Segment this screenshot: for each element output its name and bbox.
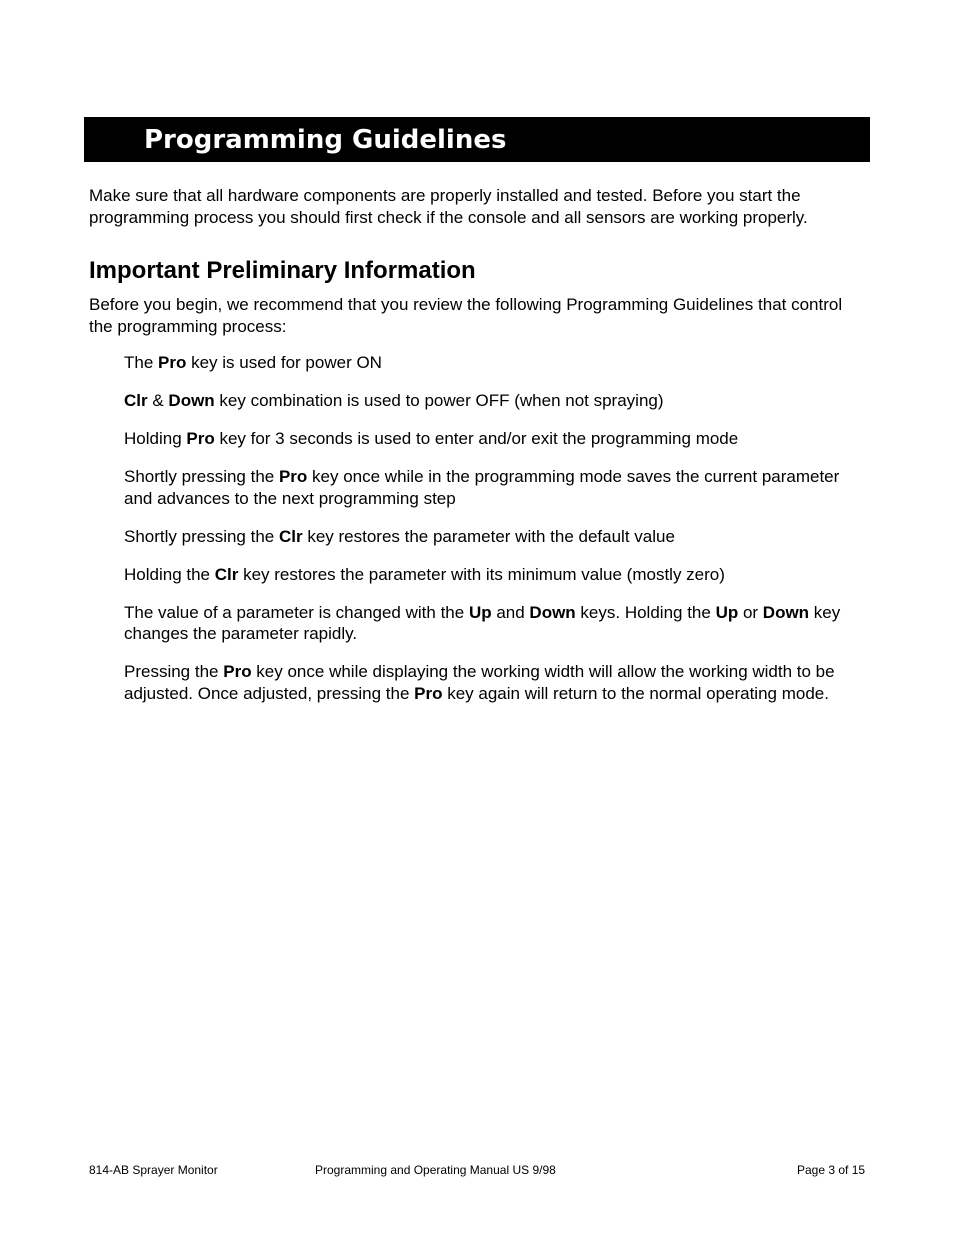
footer-page-number: Page 3 of 15 xyxy=(797,1163,866,1177)
guideline-text: keys. Holding the xyxy=(575,602,716,622)
footer-product-name: 814-AB Sprayer Monitor xyxy=(89,1163,218,1177)
guideline-text: Shortly pressing the xyxy=(124,467,279,486)
key-name: Up xyxy=(468,602,492,622)
guideline-text: The value of a parameter is changed with the xyxy=(124,602,469,622)
guideline-item xyxy=(124,661,866,704)
key-name: Down xyxy=(529,602,576,622)
key-name: Clr xyxy=(124,391,148,410)
page-title: Programming Guidelines xyxy=(144,125,507,155)
intro-paragraph: Make sure that all hardware components are properly installed and tested. Before you start the programming process you should first check if the console and all sensors are working properly. xyxy=(89,186,808,227)
guidelines-list xyxy=(124,352,866,721)
guideline-text: & xyxy=(147,391,169,410)
key-name: Up xyxy=(715,602,739,622)
section-heading: Important Preliminary Information xyxy=(89,257,476,284)
section-lead-paragraph: Before you begin, we recommend that you review the following Programming Guidelines that control the programming process: xyxy=(89,295,843,336)
guideline-text: key restores the parameter with the default value xyxy=(302,526,675,546)
key-name: Down xyxy=(762,602,810,622)
guideline-item xyxy=(124,390,866,412)
key-name: Pro xyxy=(278,467,308,486)
guideline-text: key for 3 seconds is used to enter and/or exit the programming mode xyxy=(214,429,739,448)
guideline-text: key combination is used to power OFF (when not spraying) xyxy=(214,391,664,410)
guideline-text: and xyxy=(491,602,530,622)
guideline-item xyxy=(124,526,866,548)
guideline-text: or xyxy=(738,602,763,622)
guideline-item xyxy=(124,352,866,374)
guideline-text: key again will return to the normal operating mode. xyxy=(442,683,829,703)
guideline-text: key once while in the programming mode saves the current parameter and advances to the next programming step xyxy=(124,467,840,508)
key-name: Pro xyxy=(414,683,443,703)
title-bar xyxy=(84,117,870,162)
key-name: Clr xyxy=(278,526,303,546)
footer-manual-title: Programming and Operating Manual US 9/98 xyxy=(315,1163,556,1177)
guideline-item xyxy=(124,602,866,645)
guideline-text: Shortly pressing the xyxy=(124,526,279,546)
guideline-item xyxy=(124,466,866,509)
guideline-text: key once while displaying the working width will allow the working width to be adjusted. Once adjusted, pressing the xyxy=(124,662,835,703)
guideline-text: Holding the xyxy=(124,564,215,584)
guideline-text: Holding xyxy=(124,429,187,448)
key-name: Pro xyxy=(223,662,252,681)
guideline-item xyxy=(124,428,866,450)
key-name: Pro xyxy=(158,353,187,372)
key-name: Clr xyxy=(214,564,239,584)
guideline-text: key changes the parameter rapidly. xyxy=(124,602,841,643)
guideline-item xyxy=(124,564,866,586)
guideline-text: key is used for power ON xyxy=(186,353,382,372)
guideline-text: Pressing the xyxy=(124,662,224,681)
key-name: Down xyxy=(168,391,215,410)
guideline-text: key restores the parameter with its minimum value (mostly zero) xyxy=(238,564,725,584)
key-name: Pro xyxy=(186,429,215,448)
guideline-text: The xyxy=(124,353,159,372)
